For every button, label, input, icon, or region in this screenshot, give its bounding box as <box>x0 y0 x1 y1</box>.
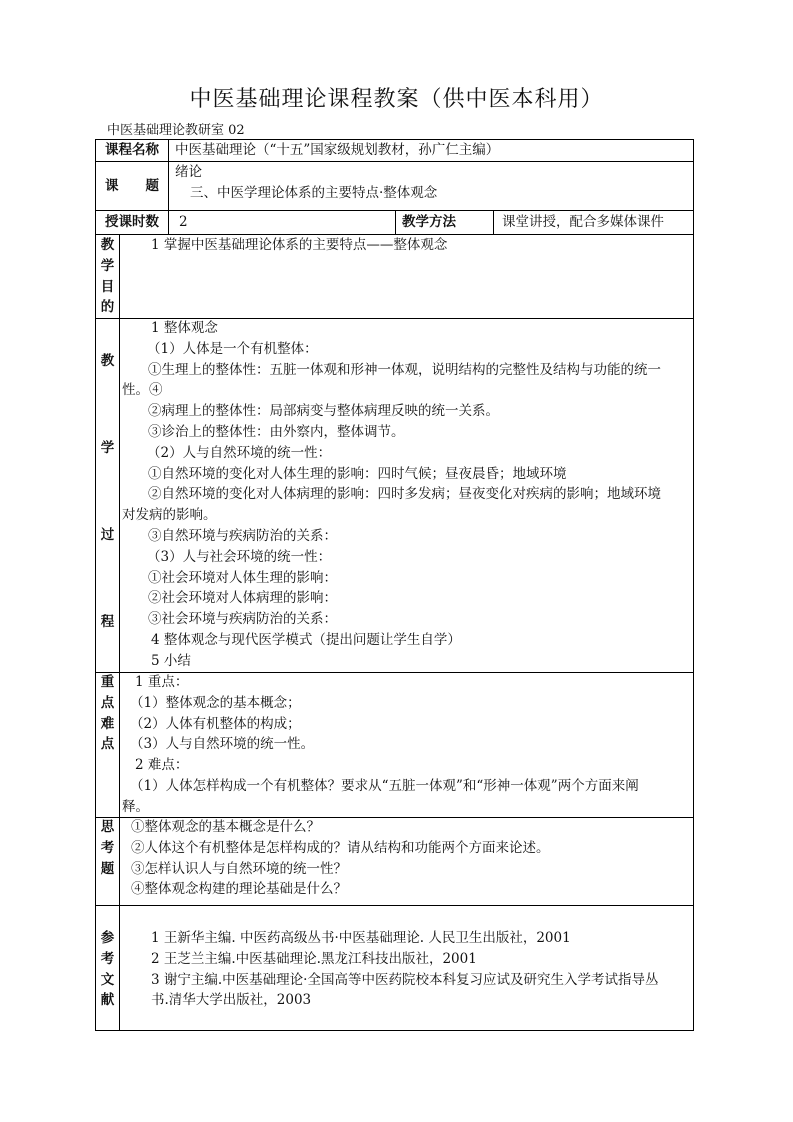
references-content <box>120 928 694 1011</box>
course-name-value: 中医基础理论（“十五”国家级规划教材，孙广仁主编） <box>168 139 694 162</box>
keypoints-label <box>95 672 120 755</box>
objective-label <box>95 235 120 318</box>
label-char: 程 <box>100 614 115 631</box>
objective-content <box>120 235 694 256</box>
course-name-label: 课程名称 <box>95 139 169 162</box>
keypoints-line: 1 重点： <box>135 674 189 690</box>
process-line: （3）人与社会环境的统一性： <box>147 548 332 565</box>
label-char: 献 <box>100 992 115 1009</box>
label-char: 考 <box>100 950 115 967</box>
process-line: ③诊治上的整体性：由外察内，整体调节。 <box>148 423 405 440</box>
reference-item: 1 王新华主编. 中医药高级丛书·中医基础理论. 人民卫生出版社，2001 <box>151 930 571 946</box>
question-item: ②人体这个有机整体是怎样构成的？请从结构和功能两个方面来论述。 <box>131 839 550 856</box>
keypoints-content <box>120 672 694 818</box>
process-line: （1）人体是一个有机整体： <box>147 340 318 357</box>
method-label: 教学方法 <box>395 210 494 235</box>
process-line: ①生理上的整体性：五脏一体观和形神一体观，说明结构的完整性及结构与功能的统一 <box>148 361 661 378</box>
document-title: 中医基础理论课程教案（供中医本科用） <box>189 87 604 112</box>
process-line: ②自然环境的变化对人体病理的影响：四时多发病；昼夜变化对疾病的影响；地域环境 <box>148 486 661 503</box>
questions-label <box>95 817 120 879</box>
question-item: ④整体观念构建的理论基础是什么？ <box>131 881 347 898</box>
reference-item: 3 谢宁主编.中医基础理论·全国高等中医药院校本科复习应试及研究生入学考试指导丛 <box>151 971 659 988</box>
process-line: （2）人与自然环境的统一性： <box>147 444 332 461</box>
question-item: ③怎样认识人与自然环境的统一性？ <box>131 860 347 877</box>
keypoints-line: （1）人体怎样构成一个有机整体？要求从“五脏一体观”和“形神一体观”两个方面来阐 <box>130 777 639 794</box>
topic-value <box>168 161 694 211</box>
method-value: 课堂讲授，配合多媒体课件 <box>493 210 694 235</box>
keypoints-line: 2 难点： <box>135 757 189 774</box>
keypoints-line: （3）人与自然环境的统一性。 <box>130 736 315 753</box>
topic-line: 三、中医学理论体系的主要特点·整体观念 <box>190 184 438 201</box>
process-line: 对发病的影响。 <box>122 507 217 524</box>
process-content <box>120 318 694 672</box>
label-char: 点 <box>100 736 115 753</box>
process-line: ①自然环境的变化对人体生理的影响：四时气候；昼夜晨昏；地域环境 <box>148 465 567 482</box>
label-char: 教 <box>100 237 115 253</box>
label-char: 学 <box>100 440 115 457</box>
label-char: 教 <box>100 353 115 370</box>
process-line: 性。④ <box>122 382 163 399</box>
label-char: 参 <box>100 930 115 946</box>
label-char: 学 <box>100 257 115 274</box>
label-char: 的 <box>100 299 115 316</box>
process-line: ①社会环境对人体生理的影响： <box>148 569 337 586</box>
process-line: ③社会环境与疾病防治的关系： <box>148 611 337 628</box>
label-char: 点 <box>100 694 115 711</box>
department-subtitle: 中医基础理论教研室 02 <box>107 123 245 138</box>
label-char: 过 <box>100 527 115 544</box>
references-label <box>95 928 120 1011</box>
keypoints-line: 释。 <box>122 798 149 815</box>
questions-content <box>120 817 694 900</box>
label-char: 考 <box>100 839 115 856</box>
label-char: 思 <box>100 819 115 835</box>
label-char: 目 <box>100 278 115 295</box>
label-char: 文 <box>100 971 115 988</box>
label-char: 题 <box>100 860 115 877</box>
topic-label: 课 题 <box>95 161 169 211</box>
reference-item: 书.清华大学出版社，2003 <box>151 992 312 1009</box>
process-label <box>95 318 120 672</box>
label-char: 重 <box>100 674 115 690</box>
reference-item: 2 王芝兰主编.中医基础理论.黑龙江科技出版社，2001 <box>151 950 477 967</box>
question-item: ①整体观念的基本概念是什么？ <box>131 819 320 835</box>
process-line: ②社会环境对人体病理的影响： <box>148 590 337 607</box>
objective-line: 1 掌握中医基础理论体系的主要特点——整体观念 <box>151 237 448 253</box>
keypoints-line: （1）整体观念的基本概念； <box>130 694 301 711</box>
label-char: 难 <box>100 715 115 732</box>
process-line: ②病理上的整体性：局部病变与整体病理反映的统一关系。 <box>148 403 499 420</box>
process-line: 1 整体观念 <box>151 320 218 336</box>
topic-line: 绪论 <box>175 164 202 180</box>
hours-value: 2 <box>168 210 396 235</box>
keypoints-line: （2）人体有机整体的构成； <box>130 715 301 732</box>
process-line: ③自然环境与疾病防治的关系： <box>148 527 337 544</box>
process-line: 5 小结 <box>151 652 191 669</box>
process-line: 4 整体观念与现代医学模式（提出问题让学生自学） <box>151 631 461 648</box>
hours-label: 授课时数 <box>95 210 169 235</box>
